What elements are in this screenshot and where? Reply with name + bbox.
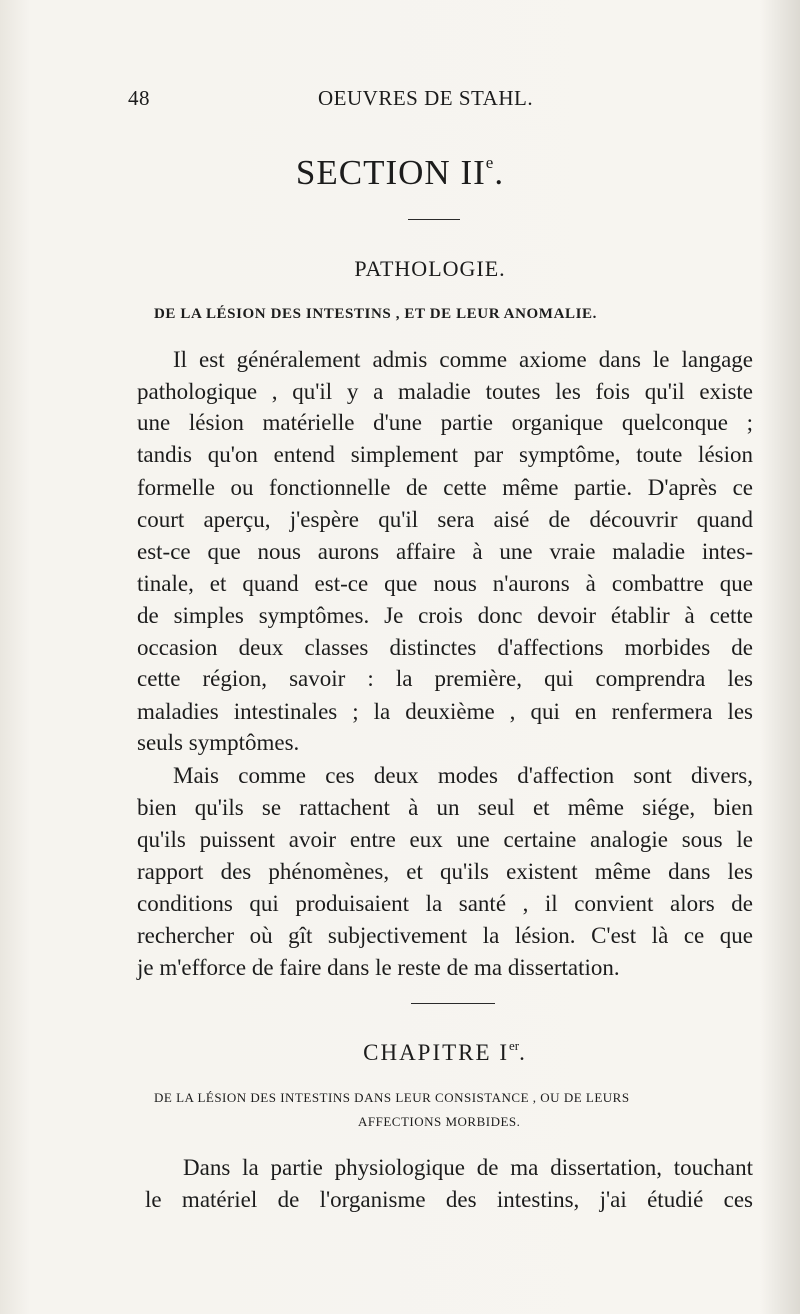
page-number: 48 bbox=[128, 86, 150, 110]
section-title-text: SECTION II bbox=[295, 153, 486, 192]
para1-line-4: tandis qu'on entend simplement par symptôme, toute lésion bbox=[137, 442, 753, 467]
section-title: SECTION IIe. bbox=[295, 153, 505, 192]
para2-line-5: conditions qui produisaient la santé , il convient alors de bbox=[137, 891, 753, 916]
para3-line-2: le matériel de l'organisme des intestins, j'ai étudié ces bbox=[145, 1187, 753, 1212]
para2-line-2: bien qu'ils se rattachent à un seul et même siége, bien bbox=[137, 795, 753, 820]
para1-line-1: Il est généralement admis comme axiome dans le langage bbox=[173, 347, 753, 372]
chapter-title bbox=[0, 1038, 800, 1066]
para1-line-11: cette région, savoir : la première, qui comprendra les bbox=[137, 666, 753, 691]
chapter-subtitle-line-2: AFFECTIONS MORBIDES. bbox=[358, 1114, 521, 1129]
para1-line-5: formelle ou fonctionnelle de cette même partie. D'après ce bbox=[137, 475, 753, 500]
chapter-divider bbox=[411, 1003, 495, 1004]
para1-line-9: de simples symptômes. Je crois donc devoir établir à cette bbox=[137, 603, 753, 628]
para2-line-4: rapport des phénomènes, et qu'ils existent même dans les bbox=[137, 859, 753, 884]
section-heading: DE LA LÉSION DES INTESTINS , ET DE LEUR ANOMALIE. bbox=[154, 306, 597, 322]
section-title-sup: e bbox=[485, 153, 495, 172]
section-divider bbox=[408, 219, 460, 220]
chapter-title-end: . bbox=[519, 1040, 527, 1065]
para3-line-1: Dans la partie physiologique de ma dissertation, touchant bbox=[183, 1155, 753, 1180]
para1-line-7: est-ce que nous aurons affaire à une vraie maladie intes- bbox=[137, 539, 753, 564]
para2-line-3: qu'ils puissent avoir entre eux une certaine analogie sous le bbox=[137, 827, 753, 852]
para2-line-6: rechercher où gît subjectivement la lésion. C'est là ce que bbox=[137, 923, 753, 948]
running-head: OEUVRES DE STAHL. bbox=[318, 86, 534, 110]
para1-line-12: maladies intestinales ; la deuxième , qui en renfermera les bbox=[137, 699, 753, 724]
chapter-title-sup: er bbox=[509, 1038, 520, 1053]
para1-line-10: occasion deux classes distinctes d'affections morbides de bbox=[137, 635, 753, 660]
para2-line-7: je m'efforce de faire dans le reste de ma dissertation. bbox=[137, 955, 620, 980]
chapter-title-text: CHAPITRE I bbox=[363, 1040, 509, 1065]
section-subtitle: PATHOLOGIE. bbox=[354, 256, 506, 281]
chapter-subtitle-line-1: DE LA LÉSION DES INTESTINS DANS LEUR CONSISTANCE , OU DE LEURS bbox=[154, 1090, 630, 1105]
page-header bbox=[128, 80, 728, 120]
para1-line-8: tinale, et quand est-ce que nous n'aurons à combattre que bbox=[137, 571, 753, 596]
para1-line-3: une lésion matérielle d'une partie organique quelconque ; bbox=[137, 410, 753, 435]
para1-line-13: seuls symptômes. bbox=[137, 730, 300, 755]
para2-line-1: Mais comme ces deux modes d'affection sont divers, bbox=[173, 763, 753, 788]
para1-line-2: pathologique , qu'il y a maladie toutes les fois qu'il existe bbox=[137, 379, 753, 404]
para1-line-6: court aperçu, j'espère qu'il sera aisé de découvrir quand bbox=[137, 507, 753, 532]
